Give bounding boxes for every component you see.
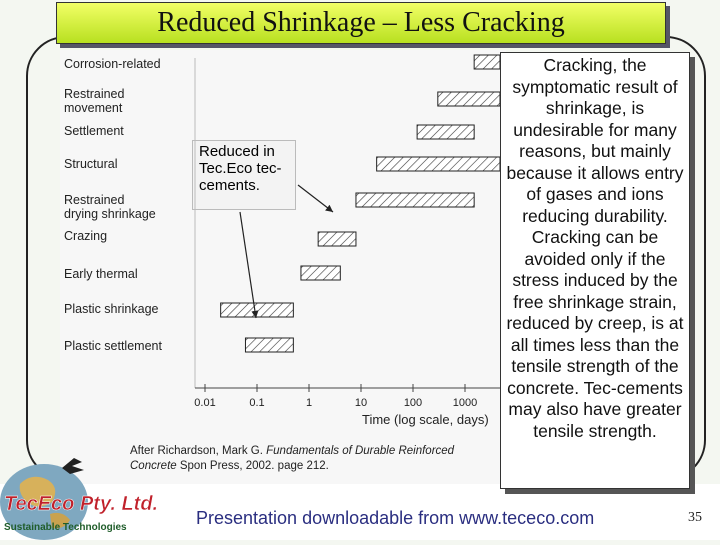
x-tick-label: 10 bbox=[354, 397, 368, 409]
x-tick-label: 1000 bbox=[452, 397, 478, 409]
range-bar bbox=[245, 338, 293, 352]
citation-suffix: Spon Press, 2002. page 212. bbox=[176, 460, 329, 472]
category-label: Plastic settlement bbox=[64, 339, 162, 353]
category-label: Restrained drying shrinkage bbox=[64, 193, 156, 221]
category-label: Crazing bbox=[64, 229, 108, 243]
x-tick-label: 100 bbox=[403, 397, 423, 409]
category-label: Structural bbox=[64, 157, 118, 171]
slide-title bbox=[56, 2, 666, 44]
logo-tagline: Sustainable Technologies bbox=[4, 522, 127, 533]
range-bar bbox=[318, 232, 356, 246]
category-label: Plastic shrinkage bbox=[64, 302, 159, 316]
range-bar bbox=[417, 125, 474, 139]
range-bar bbox=[356, 193, 474, 207]
range-bar bbox=[301, 266, 340, 280]
x-tick-label: 0.1 bbox=[249, 397, 265, 409]
x-tick-label: 1 bbox=[305, 397, 313, 409]
range-bar bbox=[438, 92, 500, 106]
globe-logo-icon bbox=[0, 444, 200, 540]
callout-arrow-to-drying bbox=[298, 185, 333, 212]
tececo-logo bbox=[0, 444, 200, 540]
page-number: 35 bbox=[688, 510, 702, 525]
x-tick-label: 0.01 bbox=[194, 397, 216, 409]
range-bar bbox=[474, 55, 500, 69]
callout-arrow-to-plastic bbox=[240, 212, 256, 318]
citation-title: Fundamentals of Durable Reinforced Concrete bbox=[130, 445, 455, 472]
category-label: Early thermal bbox=[64, 267, 138, 281]
category-label: Corrosion-related bbox=[64, 57, 161, 71]
x-axis-label: Time (log scale, days) bbox=[362, 412, 489, 427]
category-label: Settlement bbox=[64, 124, 124, 138]
range-bar bbox=[221, 303, 294, 317]
logo-name: TecEco Pty. Ltd. bbox=[4, 493, 159, 515]
cracking-note-text: Cracking, the symptomatic result of shrinkage, is undesirable for many reasons, but mainly because it allows entry of gases and ions reducing durability. Cracking can be avoided only if the stress induced by the free shrinkage strain, reduced by creep, is at all times less than the tensile strength of the concrete. Tec-cements may also have greater tensile strength. bbox=[506, 55, 684, 441]
callout-text: Reduced in Tec.Eco tec-cements. bbox=[199, 143, 282, 194]
range-bar bbox=[377, 157, 500, 171]
category-label: Restrained movement bbox=[64, 87, 125, 115]
cracking-note-box bbox=[500, 52, 690, 489]
citation-prefix: After Richardson, Mark G. bbox=[130, 445, 267, 457]
footer-text: Presentation downloadable from www.tececo.com bbox=[196, 508, 595, 528]
slide-title-text: Reduced Shrinkage – Less Cracking bbox=[157, 7, 565, 38]
